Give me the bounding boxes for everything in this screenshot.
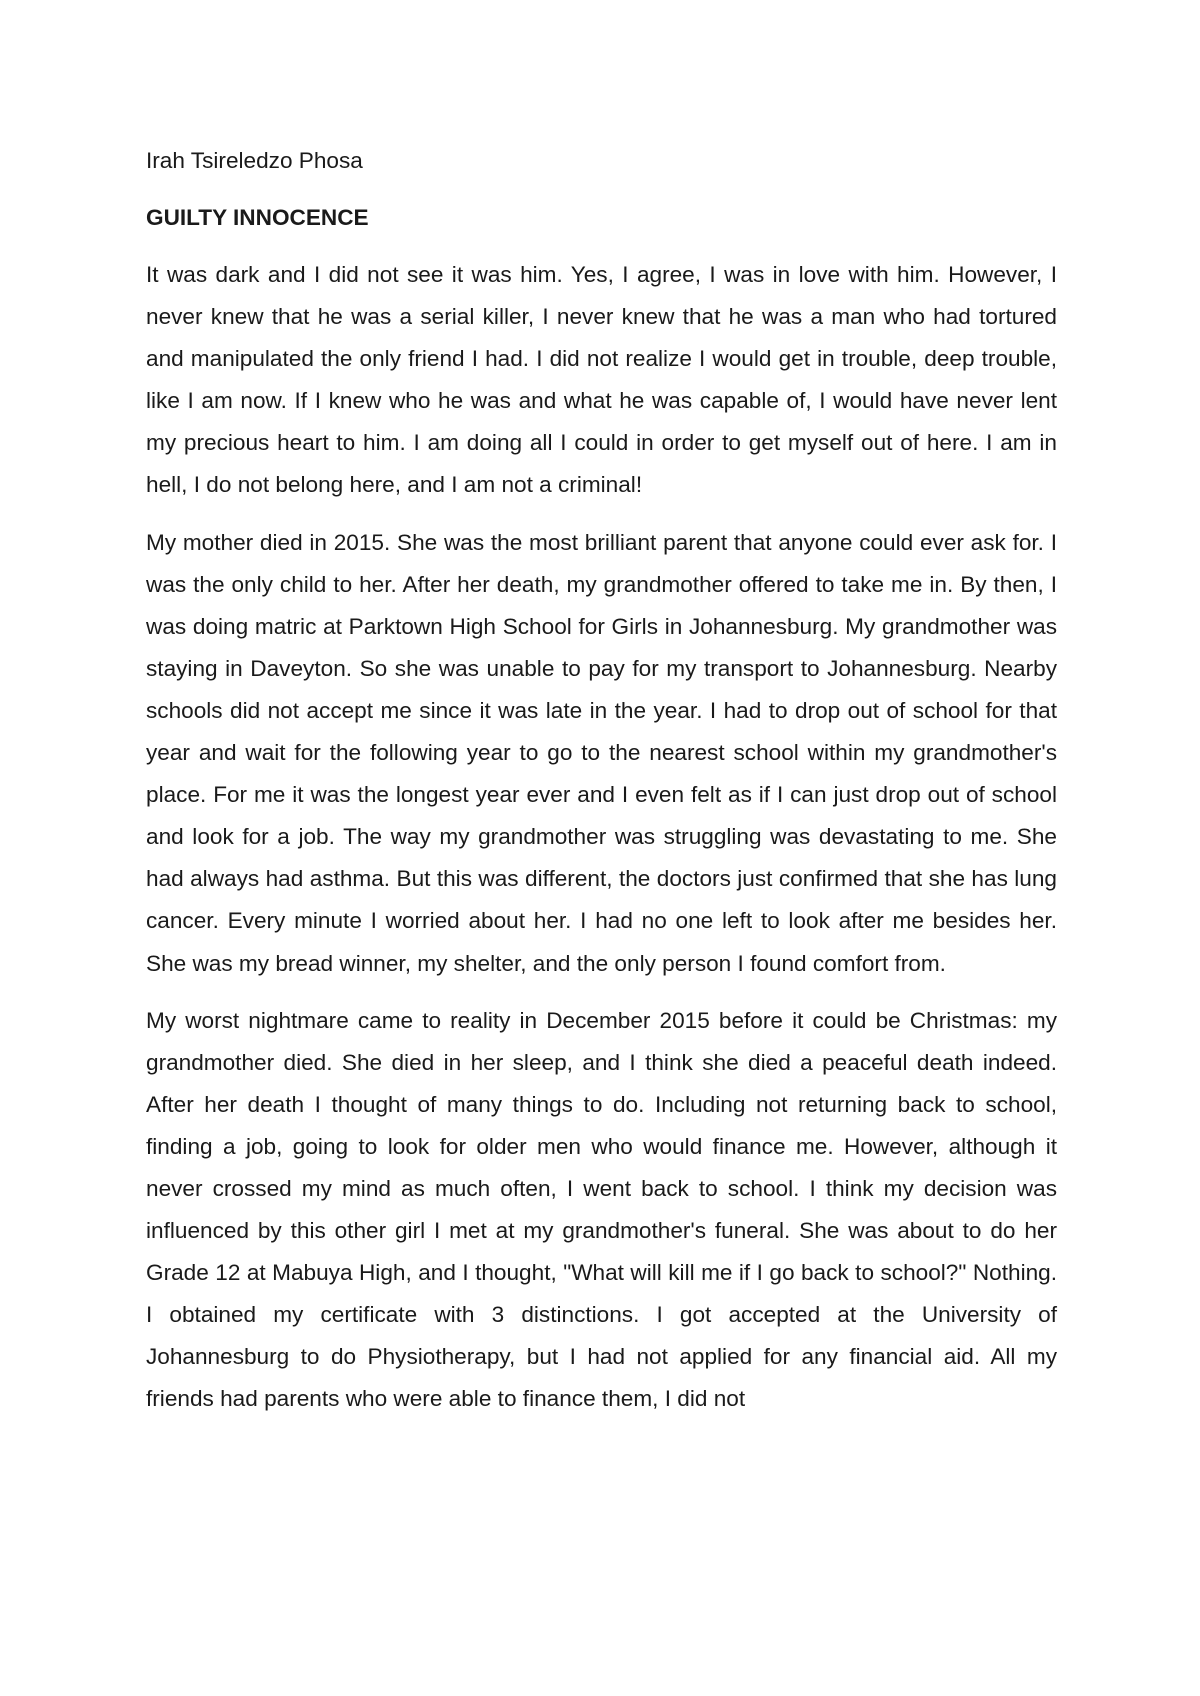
paragraph-3: My worst nightmare came to reality in December 2015 before it could be Christmas: my grandmother died. She died in her sleep, and I think she died a peaceful death indeed. After her death I thought of many things to do. Including not returning back to school, finding a job, going to look for older men who would finance me. However, although it never crossed my mind as much often, I went back to school. I think my decision was influenced by this other girl I met at my grandmother's funeral. She was about to do her Grade 12 at Mabuya High, and I thought, "What will kill me if I go back to school?" Nothing. I obtained my certificate with 3 distinctions. I got accepted at the University of Johannesburg to do Physiotherapy, but I had not applied for any financial aid. All my friends had parents who were able to finance them, I did not bbox=[146, 1007, 1057, 1412]
author-name: Irah Tsireledzo Phosa bbox=[146, 148, 363, 173]
document-body bbox=[146, 140, 1057, 1421]
paragraph-1: It was dark and I did not see it was him. Yes, I agree, I was in love with him. However, I never knew that he was a serial killer, I never knew that he was a man who had tortured and manipulated the only friend I had. I did not realize I would get in trouble, deep trouble, like I am now. If I knew who he was and what he was capable of, I would have never lent my precious heart to him. I am doing all I could in order to get myself out of here. I am in hell, I do not belong here, and I am not a criminal! bbox=[146, 262, 1057, 498]
document-title: GUILTY INNOCENCE bbox=[146, 205, 369, 230]
paragraph-2: My mother died in 2015. She was the most brilliant parent that anyone could ever ask for. I was the only child to her. After her death, my grandmother offered to take me in. By then, I was doing matric at Parktown High School for Girls in Johannesburg. My grandmother was staying in Daveyton. So she was unable to pay for my transport to Johannesburg. Nearby schools did not accept me since it was late in the year. I had to drop out of school for that year and wait for the following year to go to the nearest school within my grandmother's place. For me it was the longest year ever and I even felt as if I can just drop out of school and look for a job. The way my grandmother was struggling was devastating to me. She had always had asthma. But this was different, the doctors just confirmed that she has lung cancer. Every minute I worried about her. I had no one left to look after me besides her. She was my bread winner, my shelter, and the only person I found comfort from. bbox=[146, 529, 1057, 976]
